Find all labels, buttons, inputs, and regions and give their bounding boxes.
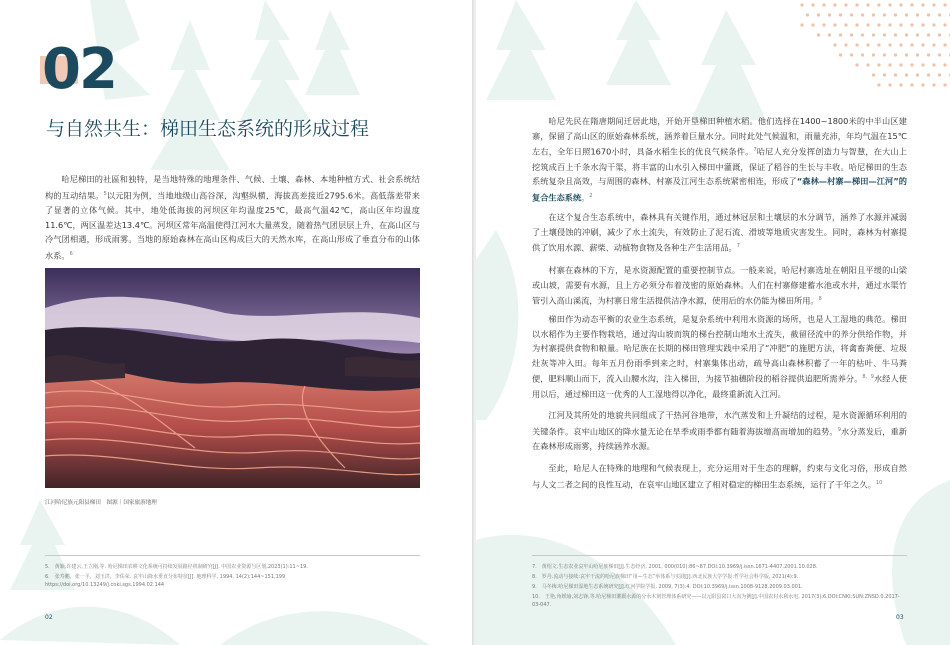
footnote-6: 6. 张寿鹏，张一平，刘玉洪，李佑荣. 哀牢山降水垂直分布特征[J]. 地理科学, 1994, 14(2):144~151,199 https://doi.org/10.13249/j.cnki.sgs.1994.02.144 <box>45 574 286 589</box>
paragraph-5 <box>532 408 907 454</box>
footnote-ref[interactable]: 8、9 <box>862 374 874 381</box>
decor-dot <box>861 33 864 36</box>
decor-dot <box>872 13 875 16</box>
decor-dot <box>866 43 869 46</box>
decor-dot <box>877 43 880 46</box>
right-page <box>476 0 950 645</box>
decor-dot <box>883 13 886 16</box>
decor-dot <box>894 33 897 36</box>
footnote-divider <box>45 555 420 556</box>
decor-dot <box>822 3 825 6</box>
decor-dot <box>910 43 913 46</box>
footnote-ref[interactable]: 7 <box>736 243 740 250</box>
decor-dot <box>833 3 836 6</box>
paragraph-3-text: 村寨在森林的下方，是水资源配置的重要控制节点。一般来说，哈尼村寨选址在朝阳且平缓的山梁或山坡，需要有水源，且上方必须分布着茂密的原始森林。人们在村寨修建蓄水池或水井，通过水渠竹管引入高山溪流，为村寨日常生活提供洁净水源，使用后的水仍能为梯田所用。 <box>532 265 907 306</box>
decor-dot <box>932 83 935 86</box>
decor-dot <box>905 53 908 56</box>
decor-dot <box>943 43 946 46</box>
decor-dot <box>943 83 946 86</box>
decor-dot <box>938 33 941 36</box>
left-page <box>0 0 474 645</box>
decor-dot <box>811 23 814 26</box>
decor-dot <box>899 63 902 66</box>
footnote-7: 7. 黄绍文.生态农业哀牢山哈尼族梯田[J].生态经济, 2001, 000(010):86~87.DOI:10.3969/j.issn.1671-4407.2001.10.028. <box>532 564 818 570</box>
decor-dot <box>822 23 825 26</box>
paragraph-1 <box>532 114 907 205</box>
decor-dot <box>910 3 913 6</box>
footnote-divider <box>532 555 907 556</box>
decor-dot <box>861 13 864 16</box>
decor-dot <box>883 53 886 56</box>
decor-dot <box>855 43 858 46</box>
decor-dot <box>932 3 935 6</box>
intro-paragraph <box>45 172 420 263</box>
decor-dot <box>916 53 919 56</box>
chapter-number <box>40 38 130 102</box>
decor-dot <box>800 23 803 26</box>
paragraph-4 <box>532 312 907 401</box>
footnote-ref[interactable]: 10 <box>875 479 883 486</box>
paragraph-5-text-cont: 水分蒸发后，重新在森林形成雨雾，持续涵养水源。 <box>532 426 907 451</box>
paragraph-1-text: 哈尼先民在隋唐期间迁居此地，开始开垦梯田种植水稻。他们选择在1400~1800米的中半山区建寨，保留了高山区的原始森林系统，涵养着巨量水分。同时此处气候温和，雨量充沛，年均气温在15℃左右，全年日照1670小时，具备水稻生长的优良气候条件。 <box>532 116 907 157</box>
footnote-ref[interactable]: 9 <box>837 426 841 433</box>
decor-dot <box>839 33 842 36</box>
paragraph-1-end: 。 <box>581 192 590 203</box>
paragraph-4-text: 梯田作为动态平衡的农业生态系统，是复杂系统中利用水资源的场所，也是人工湿地的典范。梯田以水稻作为主要作物栽培，通过沟山坡而筑的梯台控制山地水土流失，截留径流中的养分供给作物，并为村寨提供食物和粮量。哈尼族在长期的梯田管理实践中采用了“冲肥”的施肥方法，将禽畜粪便、垃圾灶灰等冲入田。每年五月份雨季到来之时，村寨集体出动，疏导高山森林积蓄了一年的枯叶、牛马粪便，肥料顺山而下，流入山腰水沟，注入梯田，为接节抽穗阶段的稻谷提供追肥所需养分。 <box>532 314 907 385</box>
photo-caption: 江河哈尼族元阳县梯田 图源｜国家旅游地理 <box>45 500 157 506</box>
decor-dot <box>943 63 946 66</box>
decor-dot <box>910 63 913 66</box>
decor-dot <box>905 13 908 16</box>
decor-dot <box>899 83 902 86</box>
decor-dot <box>888 23 891 26</box>
footnote-ref[interactable]: 6 <box>69 250 73 257</box>
decor-dot <box>927 33 930 36</box>
decor-dot <box>817 13 820 16</box>
decor-dot <box>888 63 891 66</box>
decor-dot <box>905 33 908 36</box>
decor-dot <box>888 3 891 6</box>
decor-dot <box>877 3 880 6</box>
footnote-9: 9. 马冬梅.哈尼梯田湿地生态系统研究[J].红河学院学报, 2009, 7(3):4. DOI:10.3969/j.issn.1008-9128.2009.03.001. <box>532 584 803 590</box>
decor-dot <box>872 53 875 56</box>
decor-dot <box>916 73 919 76</box>
footnote-5: 5. 黄颖,许建云,王立刚,等. 哈尼梯田农耕文化系统可持续发展路径机制研究[J]. 中国农业资源与区划,2023(1):11~19. <box>45 564 308 570</box>
decor-dot <box>943 3 946 6</box>
decor-dot <box>806 13 809 16</box>
decor-dot <box>855 23 858 26</box>
decor-dot <box>894 73 897 76</box>
decor-dot <box>877 83 880 86</box>
decor-dot <box>888 43 891 46</box>
decor-dot <box>932 23 935 26</box>
decor-dot <box>811 3 814 6</box>
footnote-ref[interactable]: 2 <box>589 192 593 199</box>
decor-dot <box>833 23 836 26</box>
decor-dot <box>921 23 924 26</box>
decor-dot <box>828 33 831 36</box>
decor-dot <box>894 13 897 16</box>
decor-dot <box>800 3 803 6</box>
paragraph-4-text-cont: 水经人使用以后，通过梯田这一优秀的人工湿地得以净化，最终重新流入江河。 <box>532 374 907 399</box>
decor-dot <box>872 33 875 36</box>
paragraph-6-text: 至此，哈尼人在特殊的地理和气候表现上，充分运用对于生态的理解，约束与文化习俗，形成自然与人文二者之间的良性互动，在哀牢山地区建立了相对稳定的梯田生态系统，运行了千年之久。 <box>532 463 907 490</box>
decor-dot <box>817 33 820 36</box>
decor-dot <box>866 63 869 66</box>
footnote-8: 8. 罗丹.流动与接续:哀牢干流的哈尼族梯田“用—生态”举体系与实践[J].西北民族大学学报:哲学社会科学版, 2021(4):9. <box>532 574 799 580</box>
paragraph-2-text: 在这个复合生态系统中，森林具有关键作用，通过林冠层和土壤层的水分调节，涵养了水源并减弱了土壤侵蚀的冲刷，减少了水土流失，有效防止了泥石流、滑坡等地质灾害发生。同时，森林为村寨提供了饮用水源、薪柴、动植物食物及各种生产生活用品。 <box>532 212 907 253</box>
decor-dot <box>855 63 858 66</box>
decor-dot <box>839 13 842 16</box>
decor-dot <box>888 83 891 86</box>
decor-dot <box>828 13 831 16</box>
decor-dot <box>872 73 875 76</box>
decor-dot <box>916 33 919 36</box>
chapter-title: 与自然共生：梯田生态系统的形成过程 <box>46 118 370 140</box>
decor-dot <box>855 3 858 6</box>
decor-dot <box>921 3 924 6</box>
paragraph-3 <box>532 263 907 309</box>
intro-paragraph-text-cont: 以元阳为例，当地地级山高谷深，沟壑纵横，海拔高差接近2795.6米。高低落差带来了显著的立体气候。其中，地处低海拔的河坝区年均温度25℃，最高气温42℃，高山区年均温度11.6℃，两区温差达13.4℃。河坝区常年高温使得江河水大量蒸发，随着热气团层层上升，在高山区与冷气团相遇，形成雨雾。当地的原始森林在高山区构成巨大的天然水库，在高山形成了垂直分布的山体水系。 <box>45 190 420 261</box>
decor-dot <box>938 73 941 76</box>
decor-dot <box>921 63 924 66</box>
decor-dot <box>910 83 913 86</box>
decor-dot <box>877 63 880 66</box>
decor-dot <box>899 43 902 46</box>
decor-dot <box>938 13 941 16</box>
decor-dot <box>877 23 880 26</box>
decor-dot <box>883 33 886 36</box>
decor-dot <box>866 23 869 26</box>
decor-dot <box>921 83 924 86</box>
decor-dot <box>932 43 935 46</box>
paragraph-6 <box>532 461 907 492</box>
decor-dot <box>921 43 924 46</box>
decor-dot <box>850 33 853 36</box>
decor-dot <box>938 53 941 56</box>
footnote-ref[interactable]: 5 <box>103 190 107 197</box>
page-number-right: 03 <box>896 614 904 621</box>
decor-dot <box>839 53 842 56</box>
page-number-left: 02 <box>45 614 53 621</box>
dot-pattern-decoration <box>796 0 950 95</box>
intro-paragraph-text: 哈尼梯田的社區和独特，是当地特殊的地理条件、气候、土壤、森林、本地种植方式、社会系统结构的互动结果。 <box>45 174 420 201</box>
decor-dot <box>844 23 847 26</box>
decor-dot <box>927 73 930 76</box>
decor-dot <box>927 53 930 56</box>
chapter-number-text: 02 <box>42 37 116 102</box>
decor-dot <box>899 3 902 6</box>
paragraph-2 <box>532 210 907 256</box>
decor-dot <box>905 73 908 76</box>
decor-dot <box>861 53 864 56</box>
terrace-photo <box>45 268 420 488</box>
paragraph-1-text-cont: 哈尼人充分发挥创造力与智慧，在大山上挖筑成百上千条水沟干渠，将丰富的山水引入梯田中灌溉，保证了稻谷的生长与丰收。哈尼梯田的生态系统复杂且高效，与周围的森林、村寨及江河生态系统紧密相连，形成了 <box>532 146 907 187</box>
decor-dot <box>894 53 897 56</box>
decor-dot <box>844 3 847 6</box>
decor-dot <box>850 53 853 56</box>
highlight-ecosystem-phrase: “森林—村寨—梯田—江河”的复合生态系统 <box>532 176 907 203</box>
footnote-ref[interactable]: 8 <box>818 296 822 303</box>
footnote-ref[interactable]: 7 <box>753 147 757 154</box>
decor-dot <box>883 73 886 76</box>
paragraph-5-text: 江河及其所处的地貌共同组成了干热河谷地带，水汽蒸发和上升凝结的过程，是水资源循环利用的关键条件。哀牢山地区的降水量无论在旱季或雨季都有随着海拔增高而增加的趋势。 <box>532 410 907 437</box>
decor-dot <box>844 43 847 46</box>
decor-dot <box>916 13 919 16</box>
decor-dot <box>866 3 869 6</box>
decor-dot <box>932 63 935 66</box>
decor-dot <box>927 13 930 16</box>
decor-dot <box>943 23 946 26</box>
footnote-10: 10. 王艳,角媛瑜,刘志锋,等.哈尼梯田灌溉水源的分水木刻管理体系研究——以元阳县窝口大沟为例[J].中国农村水利水电, 2017(3):6.DOI:CNKI:SUN:ZNSD.0.2017-03-047. <box>532 594 900 609</box>
decor-dot <box>833 43 836 46</box>
decor-dot <box>899 23 902 26</box>
decor-dot <box>850 13 853 16</box>
decor-dot <box>910 23 913 26</box>
